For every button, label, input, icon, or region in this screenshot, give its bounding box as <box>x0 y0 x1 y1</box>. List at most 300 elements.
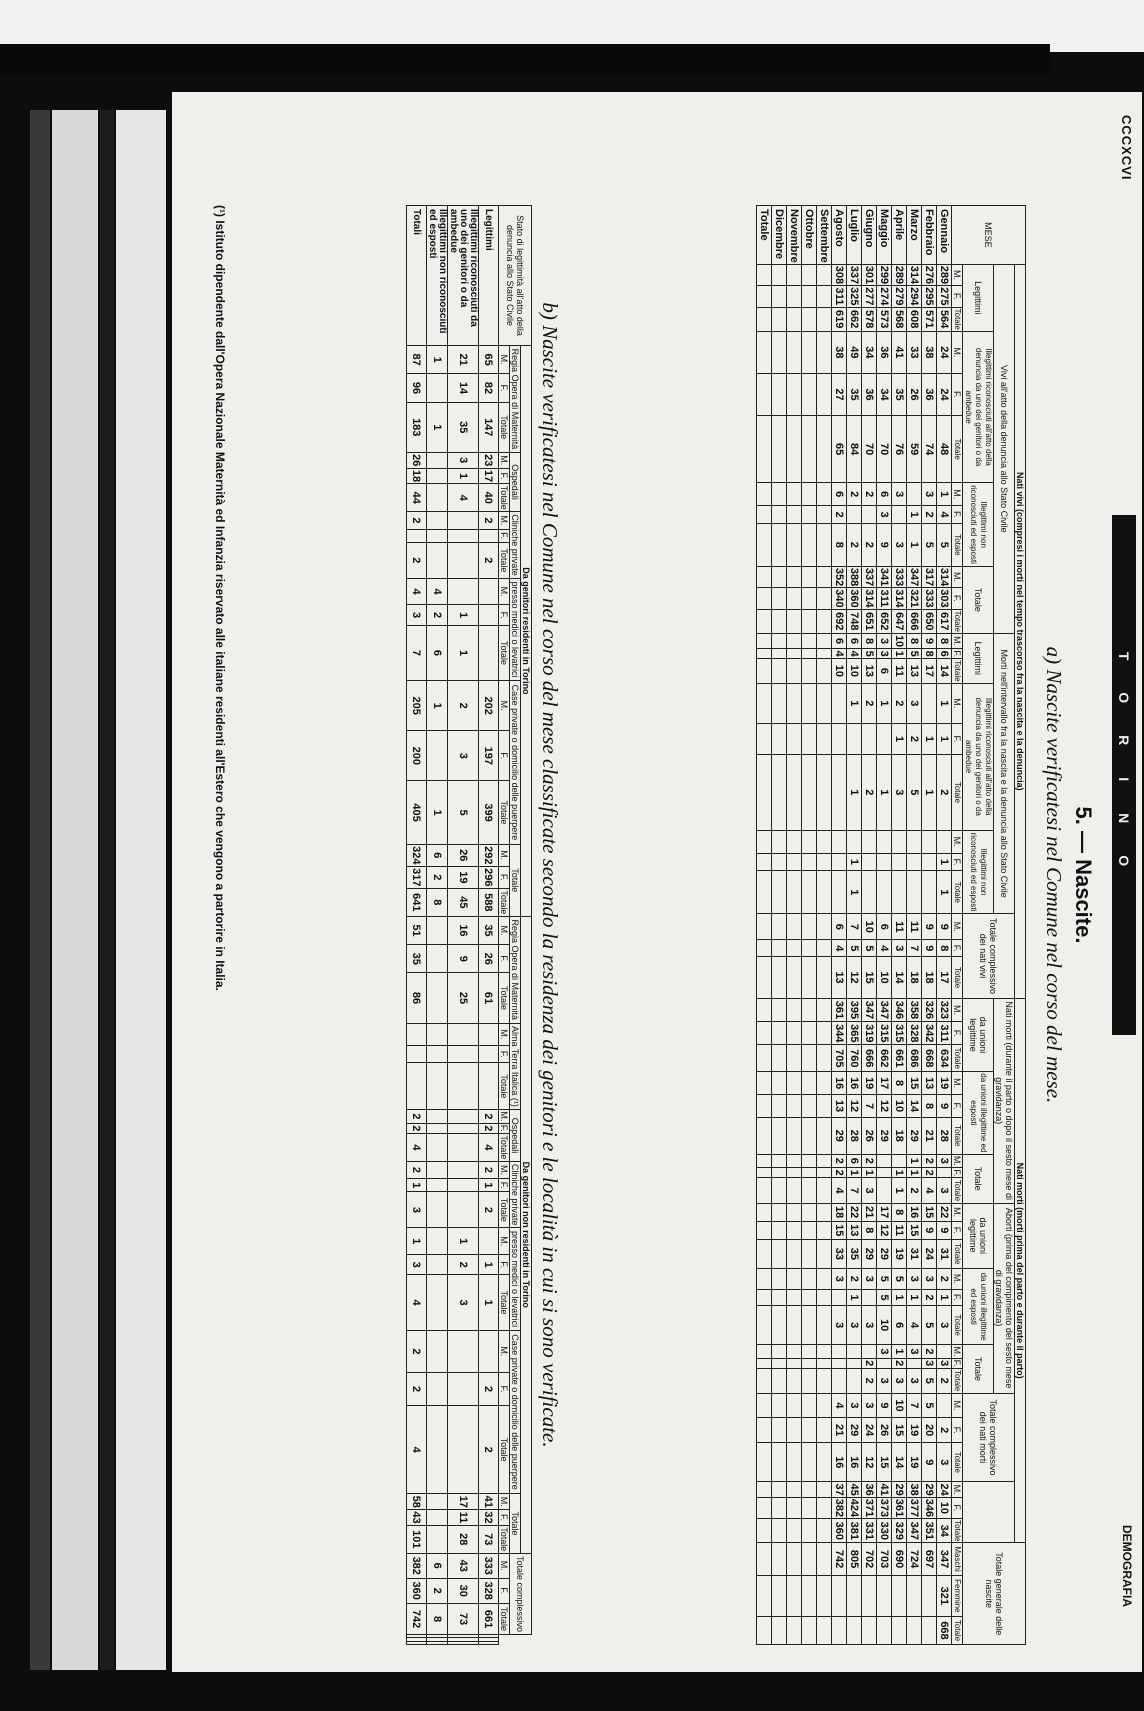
value-cell <box>907 1358 922 1368</box>
value-cell <box>817 633 832 648</box>
value-cell: 7 <box>907 940 922 957</box>
value-cell <box>817 1203 832 1221</box>
value-cell: 2 <box>407 1373 427 1406</box>
value-cell: 4 <box>407 1133 427 1161</box>
value-cell: 1 <box>407 1179 427 1192</box>
value-cell <box>892 506 907 524</box>
value-cell: 34 <box>937 1519 952 1543</box>
value-cell <box>757 1022 772 1045</box>
value-cell <box>787 483 802 506</box>
value-cell: 35 <box>407 945 427 973</box>
value-cell: 3 <box>448 1275 479 1330</box>
value-cell <box>802 416 817 483</box>
value-cell: 2 <box>862 1154 877 1167</box>
value-cell <box>448 1023 479 1045</box>
value-cell <box>862 1289 877 1305</box>
mft-header-row <box>499 206 510 1645</box>
value-cell: 1 <box>907 523 922 566</box>
month-cell: Totale <box>757 206 772 265</box>
value-cell <box>817 1418 832 1443</box>
value-cell <box>757 940 772 957</box>
value-cell: 21 <box>922 1117 937 1154</box>
value-cell: 26 <box>877 1418 892 1443</box>
value-cell: 724 <box>907 1543 922 1575</box>
value-cell <box>757 914 772 940</box>
header-f: F. <box>499 945 510 973</box>
value-cell: 35 <box>479 916 499 944</box>
value-cell <box>427 1110 448 1123</box>
value-cell: 3 <box>937 1358 952 1368</box>
value-cell <box>772 998 787 1021</box>
value-cell <box>877 1154 892 1167</box>
value-cell <box>802 853 817 871</box>
value-cell: 29 <box>862 1239 877 1268</box>
header-da-illeg: da unioni illegittime ed esposti <box>963 1072 994 1154</box>
header-m: M. <box>499 1023 510 1045</box>
value-cell <box>407 1023 427 1045</box>
value-cell: 1 <box>448 1228 479 1255</box>
value-cell: 377 <box>908 1498 920 1518</box>
value-cell: 373 <box>878 1498 890 1518</box>
value-cell <box>757 264 772 285</box>
value-cell <box>787 1575 802 1616</box>
value-cell: 3 <box>892 523 907 566</box>
value-cell <box>427 1405 448 1493</box>
value-cell: 24 <box>937 373 952 415</box>
value-cell <box>877 723 892 754</box>
value-cell <box>757 1482 772 1497</box>
header-f: F. <box>499 1046 510 1063</box>
value-cell: 2 <box>407 1123 427 1133</box>
value-cell <box>427 1254 448 1274</box>
value-cell: 29 <box>923 1483 935 1496</box>
value-cell: 9 <box>937 914 952 940</box>
value-cell: 276 <box>923 265 935 285</box>
value-cell: 3 <box>922 483 937 506</box>
value-cell <box>802 1221 817 1239</box>
header-morti-intervallo: Morti nell'intervallo fra la nascita e la denuncia allo Stato Civile <box>994 633 1015 913</box>
value-cell: 2 <box>922 1289 937 1305</box>
value-cell: 341 <box>878 567 890 587</box>
value-cell: 70 <box>862 416 877 483</box>
value-cell <box>787 1306 802 1345</box>
value-cell <box>757 1117 772 1154</box>
value-cell: 2 <box>407 1330 427 1373</box>
value-cell: 28 <box>847 1117 862 1154</box>
value-cell: 2 <box>407 512 427 529</box>
value-cell <box>802 1497 817 1518</box>
value-cell <box>757 1345 772 1358</box>
value-cell <box>802 633 817 648</box>
value-cell <box>847 1358 862 1368</box>
value-cell <box>892 1575 907 1616</box>
value-cell <box>772 1289 787 1305</box>
value-cell <box>407 1046 427 1063</box>
value-cell <box>757 871 772 914</box>
header-t: Totale <box>499 1527 509 1552</box>
value-cell <box>862 830 877 853</box>
header-case: Case private o domicilio delle puerpere <box>510 1330 521 1494</box>
value-cell <box>922 871 937 914</box>
value-cell: 23 <box>479 452 499 468</box>
header-t: Totale <box>499 1135 509 1160</box>
value-cell: 202 <box>479 681 499 731</box>
value-cell <box>772 373 787 415</box>
header-residenti: Da genitori residenti in Torino <box>521 346 532 917</box>
value-cell: 5 <box>862 940 877 957</box>
value-cell: 15 <box>892 1418 907 1443</box>
value-cell <box>448 512 479 529</box>
value-cell: 33 <box>907 331 922 373</box>
value-cell <box>787 331 802 373</box>
value-cell: 2 <box>937 755 952 831</box>
value-cell: 38 <box>908 1483 920 1496</box>
value-cell <box>787 1345 802 1358</box>
header-m: M. <box>952 998 963 1021</box>
value-cell: 303 <box>938 589 950 608</box>
value-cell <box>757 286 772 307</box>
header-da-illeg: da unioni illegittime ed esposti <box>963 1268 994 1345</box>
value-cell: 329 <box>892 1519 907 1543</box>
value-cell: 317 <box>923 567 935 587</box>
value-cell: 294 <box>908 287 920 306</box>
header-alma: Alma Terra Italica (¹) <box>510 1023 521 1110</box>
value-cell: 2 <box>479 1405 499 1493</box>
value-cell: 2 <box>862 755 877 831</box>
header-f: F. <box>499 529 510 542</box>
value-cell <box>802 1418 817 1443</box>
value-cell <box>787 998 802 1021</box>
value-cell <box>922 853 937 871</box>
value-cell: 9 <box>922 914 937 940</box>
value-cell: 73 <box>448 1603 479 1635</box>
value-cell: 1 <box>847 1168 862 1178</box>
value-cell: 10 <box>877 1306 892 1345</box>
value-cell: 5 <box>922 1306 937 1345</box>
value-cell: 6 <box>832 633 847 648</box>
value-cell <box>787 566 802 587</box>
value-cell: 101 <box>407 1525 427 1553</box>
value-cell: 19 <box>862 1072 877 1095</box>
value-cell: 15 <box>832 1221 847 1239</box>
value-cell <box>877 1616 892 1644</box>
value-cell <box>802 755 817 831</box>
value-cell <box>817 1497 832 1518</box>
value-cell <box>802 566 817 587</box>
births-by-residence-table <box>406 205 532 1645</box>
value-cell: 87 <box>407 346 427 374</box>
value-cell: 3 <box>922 1358 937 1368</box>
value-cell: 43 <box>407 1510 427 1526</box>
binding-shadow <box>30 110 50 1670</box>
value-cell <box>817 1022 832 1045</box>
value-cell: 51 <box>407 916 427 944</box>
value-cell <box>772 1095 787 1118</box>
value-cell: 4 <box>407 1405 427 1493</box>
value-cell <box>427 731 448 781</box>
value-cell <box>787 830 802 853</box>
value-cell: 6 <box>847 1154 862 1167</box>
value-cell <box>757 1497 772 1518</box>
value-cell <box>802 649 817 659</box>
header-m: M. <box>499 1553 510 1578</box>
value-cell <box>427 1023 448 1045</box>
value-cell: 9 <box>922 1221 937 1239</box>
value-cell <box>802 1519 817 1543</box>
value-cell: 2 <box>862 683 877 723</box>
header-t: Totale <box>952 1117 963 1154</box>
value-cell <box>427 1123 448 1133</box>
value-cell: 2 <box>907 723 922 754</box>
value-cell: 3 <box>907 1368 922 1393</box>
status-cell: Legittimi <box>479 206 499 346</box>
value-cell: 2 <box>479 1192 499 1228</box>
value-cell <box>802 1368 817 1393</box>
value-cell <box>817 830 832 853</box>
value-cell: 360 <box>407 1578 427 1603</box>
header-t: Totale <box>952 1306 963 1345</box>
value-cell <box>448 1179 479 1192</box>
value-cell: 340 <box>833 589 845 608</box>
value-cell <box>817 1168 832 1178</box>
value-cell: 323 <box>937 998 952 1021</box>
value-cell <box>772 264 787 285</box>
value-cell <box>772 1543 787 1575</box>
header-t: Totale <box>952 523 963 566</box>
value-cell <box>802 264 817 285</box>
value-cell: 4 <box>479 1133 499 1161</box>
value-cell <box>772 1497 787 1518</box>
value-cell <box>787 871 802 914</box>
header-m: M. <box>499 578 510 605</box>
header-m: Maschi <box>952 1543 963 1575</box>
value-cell: 3 <box>922 1268 937 1289</box>
value-cell <box>772 566 787 587</box>
value-cell: 6 <box>938 650 950 657</box>
value-cell: 289 <box>938 265 950 285</box>
value-cell <box>802 1022 817 1045</box>
header-f: F. <box>499 374 510 402</box>
value-cell <box>448 1110 479 1123</box>
value-cell: 2 <box>479 1123 499 1133</box>
value-cell: 41 <box>878 1483 890 1496</box>
value-cell <box>817 1345 832 1358</box>
value-cell: 295 <box>923 287 935 306</box>
status-cell: Totali <box>407 206 427 346</box>
value-cell: 65 <box>832 416 847 483</box>
value-cell: 37 <box>833 1483 845 1496</box>
value-cell: 3 <box>448 731 479 781</box>
header-tot-gen: Totale generale delle nascite <box>963 1543 1026 1645</box>
value-cell: 70 <box>877 416 892 483</box>
value-cell <box>817 1221 832 1239</box>
header-t: Totale <box>953 660 962 682</box>
value-cell <box>757 957 772 999</box>
value-cell: 2 <box>407 542 427 578</box>
value-cell <box>817 1289 832 1305</box>
value-cell: 3 <box>847 1306 862 1345</box>
value-cell <box>757 755 772 831</box>
value-cell: 7 <box>847 1178 862 1203</box>
value-cell <box>802 940 817 957</box>
value-cell <box>787 1289 802 1305</box>
value-cell: 4 <box>407 1275 427 1330</box>
value-cell <box>757 307 772 331</box>
value-cell <box>802 957 817 999</box>
header-f: F. <box>952 1221 963 1239</box>
value-cell: 10 <box>877 957 892 999</box>
value-cell: 337 <box>863 567 875 587</box>
value-cell: 2 <box>407 1161 427 1178</box>
value-cell: 24 <box>922 1239 937 1268</box>
value-cell <box>757 683 772 723</box>
value-cell <box>757 1358 772 1368</box>
value-cell: 365 <box>847 1022 862 1045</box>
value-cell: 3 <box>907 1268 922 1289</box>
value-cell: 48 <box>937 416 952 483</box>
value-cell: 1 <box>922 755 937 831</box>
value-cell: 14 <box>907 1095 922 1118</box>
value-cell <box>787 1418 802 1443</box>
header-m: M. <box>499 1494 510 1510</box>
value-cell <box>802 483 817 506</box>
value-cell: 18 <box>907 957 922 999</box>
value-cell: 86 <box>407 973 427 1023</box>
value-cell: 361 <box>893 1498 905 1518</box>
value-cell: 1 <box>937 871 952 914</box>
header-t: Totale <box>952 1045 963 1072</box>
value-cell: 21 <box>862 1203 877 1221</box>
value-cell: 1 <box>907 1154 922 1167</box>
table-row <box>772 206 787 1645</box>
value-cell <box>817 649 832 659</box>
table-row <box>937 206 952 1645</box>
value-cell: 311 <box>937 1022 952 1045</box>
value-cell: 2 <box>937 1418 952 1443</box>
value-cell: 1 <box>937 683 952 723</box>
value-cell: 17 <box>448 1494 479 1510</box>
value-cell: 3 <box>832 1306 847 1345</box>
value-cell <box>757 1575 772 1616</box>
header-f: F. <box>499 1179 510 1192</box>
value-cell <box>772 1519 787 1543</box>
value-cell <box>787 1482 802 1497</box>
header-totale: Totale <box>510 844 521 916</box>
value-cell <box>817 1117 832 1154</box>
value-cell <box>907 871 922 914</box>
header-t: Totale <box>953 1179 962 1202</box>
value-cell <box>787 1117 802 1154</box>
value-cell: 6 <box>892 1306 907 1345</box>
value-cell: 1 <box>407 1228 427 1255</box>
value-cell <box>757 1168 772 1178</box>
header-ospedali: Ospedali <box>510 1110 521 1162</box>
value-cell: 324 <box>407 844 427 866</box>
value-cell <box>802 286 817 307</box>
value-cell <box>802 1482 817 1497</box>
value-cell <box>448 1330 479 1373</box>
value-cell: 15 <box>862 957 877 999</box>
value-cell <box>427 1228 448 1255</box>
status-cell: Illegittimi riconosciuti da uno dei genitori o da ambedue <box>448 206 479 346</box>
value-cell <box>907 1616 922 1644</box>
header-m: M. <box>952 1072 963 1095</box>
value-cell <box>772 940 787 957</box>
value-cell: 1 <box>937 483 952 506</box>
value-cell: 652 <box>877 609 892 633</box>
value-cell <box>832 1345 847 1358</box>
value-cell <box>817 588 832 609</box>
value-cell: 6 <box>427 1553 448 1578</box>
value-cell: 1 <box>862 1168 877 1178</box>
value-cell <box>772 1072 787 1095</box>
table-row <box>922 206 937 1645</box>
header-t: Totale <box>499 890 509 915</box>
value-cell <box>802 1239 817 1268</box>
value-cell: 2 <box>448 681 479 731</box>
value-cell: 35 <box>847 373 862 415</box>
value-cell <box>757 1543 772 1575</box>
value-cell <box>817 373 832 415</box>
value-cell: 73 <box>479 1525 499 1553</box>
value-cell <box>772 1306 787 1345</box>
value-cell <box>772 506 787 524</box>
value-cell: 1 <box>847 871 862 914</box>
value-cell <box>757 1072 772 1095</box>
header-m: M. <box>952 264 963 285</box>
value-cell: 35 <box>847 1239 862 1268</box>
value-cell: 3 <box>847 1393 862 1418</box>
value-cell <box>787 723 802 754</box>
header-nm-sesto: Nati morti (durante il parto o dopo il sesto mese di gravidanza) <box>994 998 1015 1203</box>
value-cell <box>427 1330 448 1373</box>
value-cell <box>862 1616 877 1644</box>
running-header <box>1102 95 1142 1655</box>
value-cell <box>772 1575 787 1616</box>
value-cell <box>479 1330 499 1373</box>
value-cell: 321 <box>908 589 920 608</box>
value-cell: 668 <box>922 1045 937 1072</box>
value-cell <box>817 683 832 723</box>
value-cell <box>787 1072 802 1095</box>
value-cell: 8 <box>862 1221 877 1239</box>
value-cell: 346 <box>923 1498 935 1518</box>
value-cell <box>787 1203 802 1221</box>
header-aborti: Aborti (prima del compimento del sesto mese di gravidanza) <box>994 1203 1015 1393</box>
value-cell <box>817 957 832 999</box>
value-cell <box>862 853 877 871</box>
value-cell: 2 <box>427 605 448 625</box>
value-cell: 2 <box>427 1578 448 1603</box>
value-cell <box>772 286 787 307</box>
header-f: F. <box>952 940 963 957</box>
value-cell: 197 <box>479 731 499 781</box>
value-cell: 9 <box>922 1443 937 1482</box>
value-cell: 19 <box>907 1418 922 1443</box>
value-cell <box>772 483 787 506</box>
value-cell: 325 <box>848 287 860 306</box>
value-cell <box>772 1239 787 1268</box>
header-t: Totale <box>499 1275 510 1330</box>
value-cell: 347 <box>937 1543 952 1575</box>
value-cell <box>448 1405 479 1493</box>
value-cell: 19 <box>448 866 479 888</box>
value-cell: 4 <box>448 484 479 512</box>
header-f: F. <box>952 1169 962 1177</box>
value-cell <box>802 1095 817 1118</box>
header-t: Totale <box>953 308 962 330</box>
value-cell: 12 <box>847 957 862 999</box>
